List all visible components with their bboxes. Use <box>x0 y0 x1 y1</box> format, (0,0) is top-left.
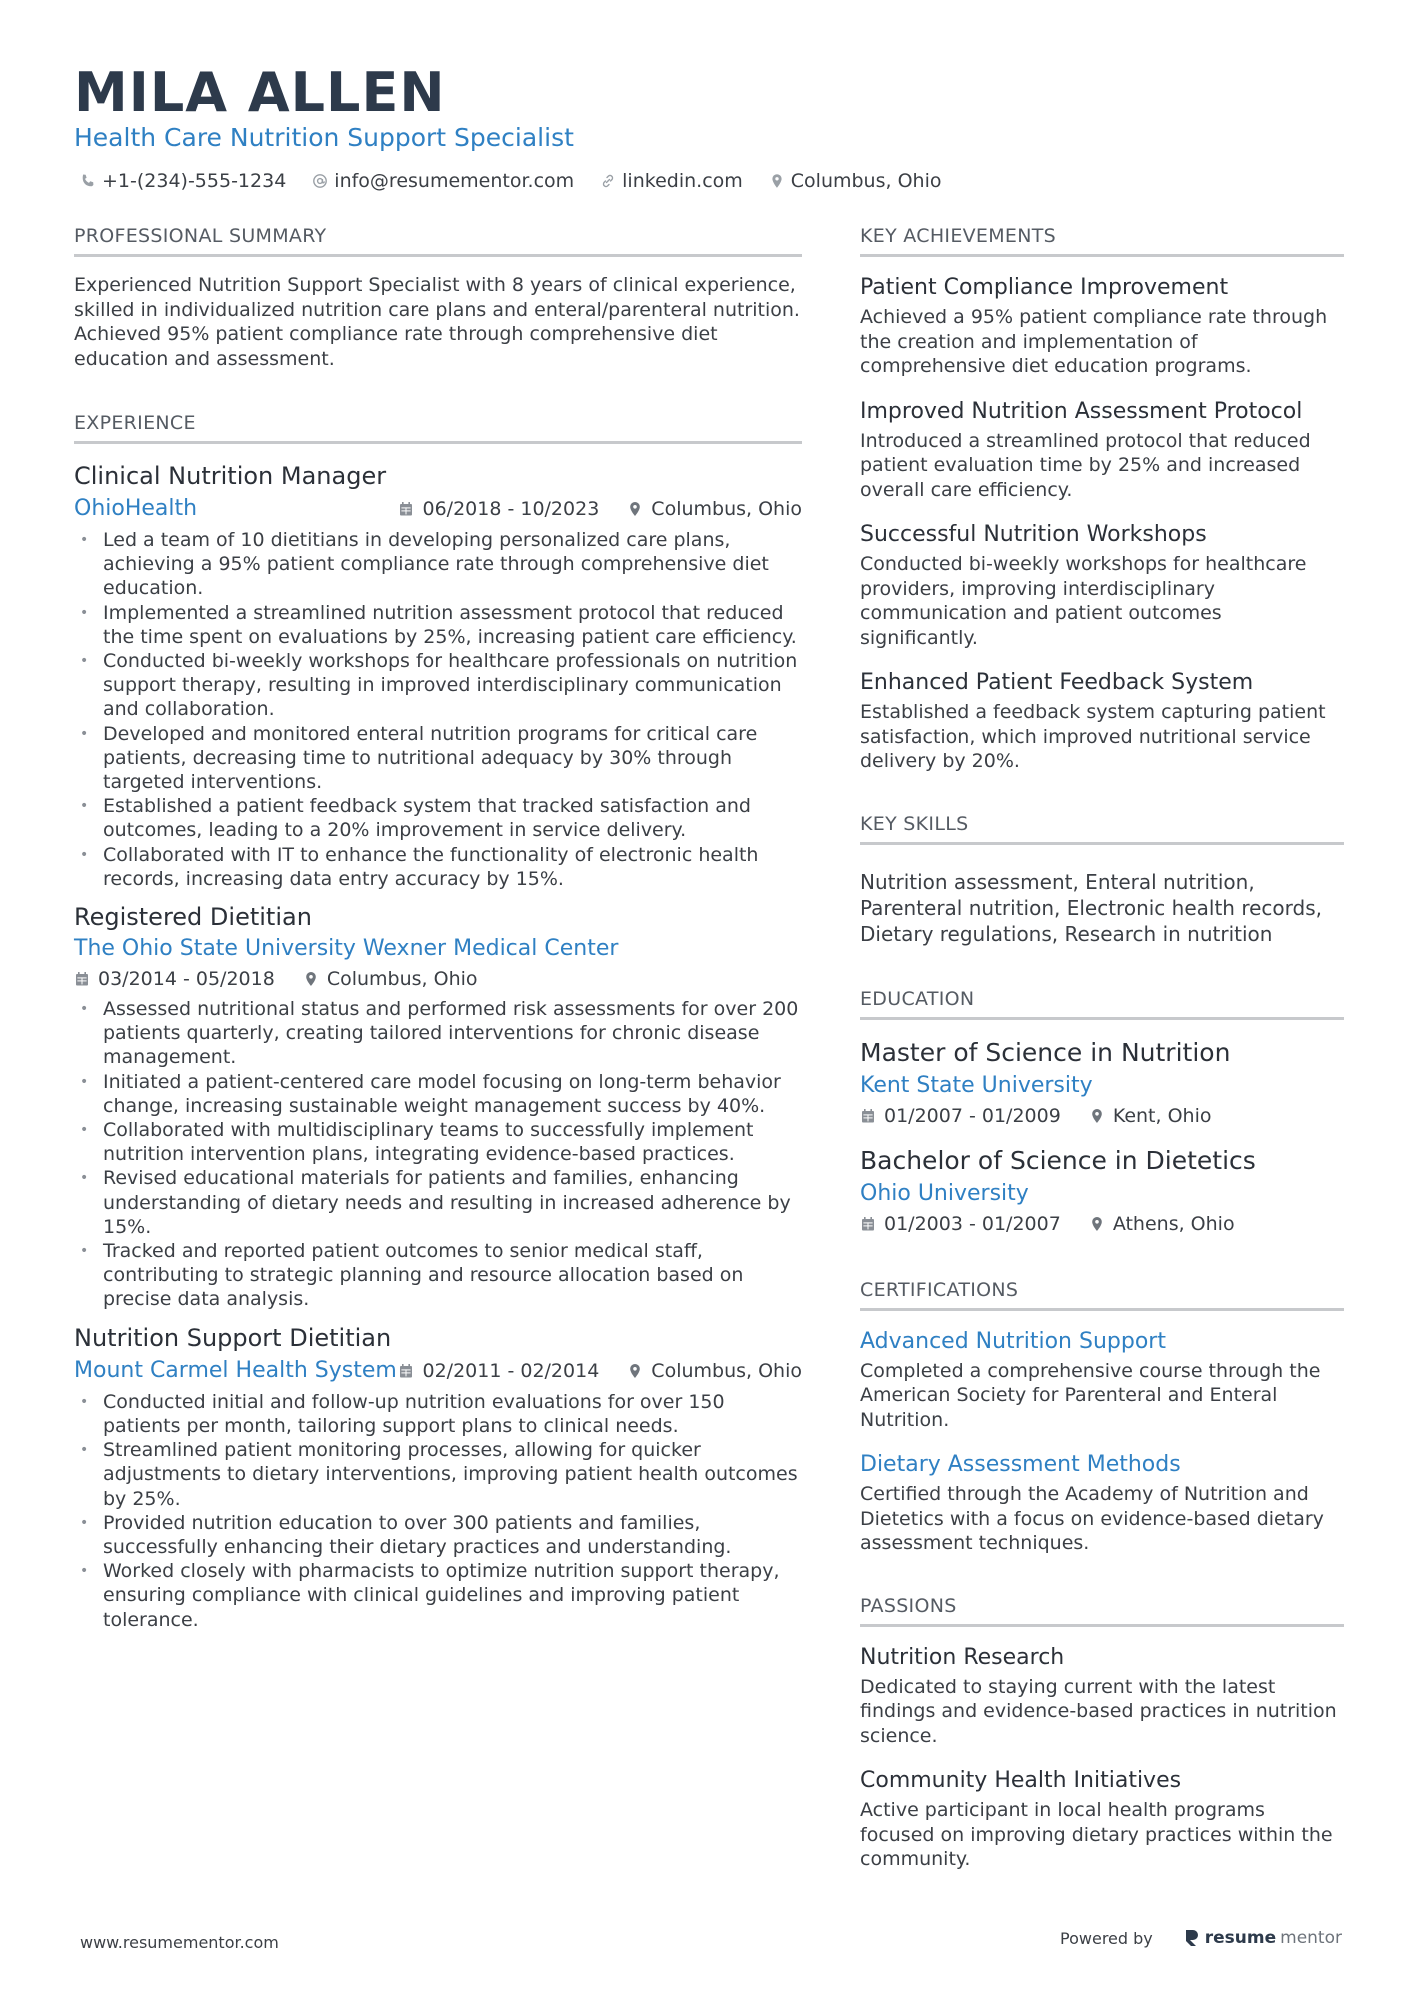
brand-light: mentor <box>1280 1928 1342 1948</box>
achievement-item <box>860 397 1344 503</box>
left-column <box>74 224 802 1632</box>
experience-heading: EXPERIENCE <box>74 411 802 444</box>
job-meta <box>74 1356 802 1386</box>
achievement-item <box>860 668 1344 774</box>
education-school: Ohio University <box>860 1180 1029 1206</box>
skills-text: Nutrition assessment, Enteral nutrition, Parenteral nutrition, Electronic health records, Dietary regulations, Research in nutrition <box>860 869 1322 946</box>
education-dates: 01/2003 - 01/2007 <box>884 1212 1061 1235</box>
map-pin-icon <box>769 173 785 189</box>
brand-bold: resume <box>1204 1928 1277 1948</box>
job-company: The Ohio State University Wexner Medical Center <box>74 936 619 962</box>
email-text[interactable]: info@resumementor.com <box>334 170 575 192</box>
job-location: Columbus, Ohio <box>651 498 802 520</box>
education-school: Kent State University <box>860 1072 1093 1098</box>
passion-title: Community Health Initiatives <box>860 1768 1182 1793</box>
education-meta <box>860 1210 1344 1238</box>
list-item: • Developed and monitored enteral nutrition programs for critical care patients, decreasing time to nutritional adequacy by 30% through targeted interventions. <box>74 722 802 795</box>
job-bullets <box>74 1390 802 1632</box>
job-title: Nutrition Support Dietitian <box>74 1323 392 1352</box>
passion-text: Active participant in local health programs focused on improving dietary practices within the community. <box>860 1799 1333 1870</box>
education-heading: EDUCATION <box>860 987 1344 1020</box>
list-item: • Provided nutrition education to over 300 patients and families, successfully enhancing their dietary practices and understanding. <box>74 1511 802 1559</box>
passion-item <box>860 1766 1344 1872</box>
location-text: Columbus, Ohio <box>790 170 942 192</box>
education-dates: 01/2007 - 01/2009 <box>884 1104 1061 1127</box>
certification-text: Completed a comprehensive course through the American Society for Parenteral and Enteral Nutrition. <box>860 1359 1321 1431</box>
skills-heading: KEY SKILLS <box>860 812 1344 845</box>
job-location: Columbus, Ohio <box>326 968 478 991</box>
map-pin-icon <box>1089 1216 1105 1232</box>
achievement-title: Enhanced Patient Feedback System <box>860 670 1254 695</box>
contact-email[interactable] <box>312 168 574 194</box>
achievement-title: Improved Nutrition Assessment Protocol <box>860 398 1303 424</box>
list-item: • Revised educational materials for patients and families, enhancing understanding of dietary needs and resulting in increased adherence by 15%. <box>74 1166 802 1239</box>
achievements-heading: KEY ACHIEVEMENTS <box>860 224 1344 257</box>
phone-icon <box>80 173 96 189</box>
contact-linkedin[interactable] <box>600 168 743 194</box>
list-item: • Established a patient feedback system that tracked satisfaction and outcomes, leading to a 20% improvement in service delivery. <box>74 794 802 842</box>
achievement-title: Patient Compliance Improvement <box>860 275 1229 300</box>
job-title: Clinical Nutrition Manager <box>74 462 387 490</box>
passion-text: Dedicated to staying current with the latest findings and evidence-based practices in nutrition science. <box>860 1675 1337 1747</box>
job-bullets <box>74 528 802 891</box>
at-icon <box>312 173 328 189</box>
achievement-text: Introduced a streamlined protocol that reduced patient evaluation time by 25% and increased overall care efficiency. <box>860 429 1311 501</box>
list-item: • Led a team of 10 dietitians in developing personalized care plans, achieving a 95% patient compliance rate through comprehensive diet education. <box>74 528 802 601</box>
list-item: • Worked closely with pharmacists to optimize nutrition support therapy, ensuring compliance with clinical guidelines and improving patient tolerance. <box>74 1559 802 1632</box>
education-location: Athens, Ohio <box>1112 1212 1235 1235</box>
certification-item <box>860 1327 1344 1433</box>
certification-title: Dietary Assessment Methods <box>860 1452 1181 1477</box>
certification-text: Certified through the Academy of Nutrition and Dietetics with a focus on evidence-based dietary assessment techniques. <box>860 1483 1324 1554</box>
passions-heading: PASSIONS <box>860 1594 1344 1627</box>
job-title: Registered Dietitian <box>74 903 312 932</box>
job-dates: 03/2014 - 05/2018 <box>98 968 275 991</box>
passion-title: Nutrition Research <box>860 1644 1065 1670</box>
calendar-icon <box>398 501 414 517</box>
summary-text: Experienced Nutrition Support Specialist with 8 years of clinical experience, skilled in individualized nutrition care plans and enteral/parenteral nutrition. Achieved 95% patient compliance rate through comprehensive diet education and assessment. <box>74 274 800 370</box>
calendar-icon <box>860 1108 876 1124</box>
job-dates: 06/2018 - 10/2023 <box>422 498 600 520</box>
achievement-item <box>860 273 1344 379</box>
achievement-text: Established a feedback system capturing patient satisfaction, which improved nutritional service delivery by 20%. <box>860 701 1326 772</box>
certification-item <box>860 1450 1344 1556</box>
certification-title: Advanced Nutrition Support <box>860 1328 1166 1354</box>
map-pin-icon <box>627 501 643 517</box>
achievement-title: Successful Nutrition Workshops <box>860 522 1207 547</box>
map-pin-icon <box>303 971 319 987</box>
education-degree: Master of Science in Nutrition <box>860 1037 1231 1067</box>
education-item <box>860 1144 1344 1238</box>
list-item: • Initiated a patient-centered care model focusing on long-term behavior change, increasing sustainable weight management success by 40%. <box>74 1070 802 1118</box>
job-meta <box>74 965 802 993</box>
job-bullets <box>74 997 802 1312</box>
right-column <box>860 224 1344 1890</box>
summary-heading: PROFESSIONAL SUMMARY <box>74 224 802 257</box>
job-company: OhioHealth <box>74 496 198 521</box>
calendar-icon <box>74 971 90 987</box>
job-entry <box>74 901 802 1312</box>
job-meta <box>74 494 802 524</box>
resumementor-logo-icon <box>1183 1928 1201 1948</box>
link-icon <box>600 173 616 189</box>
list-item: • Collaborated with multidisciplinary teams to successfully implement nutrition intervention plans, integrating evidence-based practices. <box>74 1118 802 1166</box>
certifications-heading: CERTIFICATIONS <box>860 1278 1344 1311</box>
list-item: • Conducted initial and follow-up nutrition evaluations for over 150 patients per month, tailoring support plans to clinical needs. <box>74 1390 802 1438</box>
calendar-icon <box>860 1216 876 1232</box>
resumementor-logo[interactable] <box>1183 1928 1342 1948</box>
education-meta <box>860 1102 1344 1130</box>
calendar-icon <box>398 1363 414 1379</box>
powered-by-text: Powered by <box>1060 1928 1153 1948</box>
phone-text: +1-(234)-555-1234 <box>102 170 287 192</box>
candidate-name: MILA ALLEN <box>74 61 446 124</box>
list-item: • Implemented a streamlined nutrition assessment protocol that reduced the time spent on evaluations by 25%, increasing patient care efficiency. <box>74 601 802 649</box>
list-item: • Streamlined patient monitoring processes, allowing for quicker adjustments to dietary interventions, improving patient health outcomes by 25%. <box>74 1438 802 1511</box>
education-item <box>860 1036 1344 1130</box>
achievement-item <box>860 520 1344 650</box>
list-item: • Assessed nutritional status and performed risk assessments for over 200 patients quarterly, creating tailored interventions for chronic disease management. <box>74 997 802 1070</box>
job-location: Columbus, Ohio <box>651 1359 802 1382</box>
education-degree: Bachelor of Science in Dietetics <box>860 1145 1256 1175</box>
linkedin-text[interactable]: linkedin.com <box>622 170 743 192</box>
job-company: Mount Carmel Health System <box>74 1357 397 1383</box>
job-entry <box>74 1322 802 1632</box>
job-entry <box>74 460 802 891</box>
contact-location <box>769 168 942 194</box>
candidate-title: Health Care Nutrition Support Specialist <box>74 123 574 152</box>
education-location: Kent, Ohio <box>1112 1104 1212 1127</box>
map-pin-icon <box>627 1363 643 1379</box>
footer-website[interactable]: www.resumementor.com <box>80 1933 279 1952</box>
passion-item <box>860 1643 1344 1749</box>
achievement-text: Achieved a 95% patient compliance rate through the creation and implementation of comprehensive diet education programs. <box>860 306 1328 377</box>
map-pin-icon <box>1089 1108 1105 1124</box>
achievement-text: Conducted bi-weekly workshops for healthcare providers, improving interdisciplinary communication and patient outcomes significantly. <box>860 553 1307 649</box>
footer-brand <box>1060 1928 1342 1948</box>
contact-bar <box>80 168 941 194</box>
list-item: • Collaborated with IT to enhance the functionality of electronic health records, increasing data entry accuracy by 15%. <box>74 843 802 891</box>
list-item: • Conducted bi-weekly workshops for healthcare professionals on nutrition support therapy, resulting in improved interdisciplinary communication and collaboration. <box>74 649 802 722</box>
list-item: • Tracked and reported patient outcomes to senior medical staff, contributing to strategic planning and resource allocation based on precise data analysis. <box>74 1239 802 1312</box>
contact-phone <box>80 168 286 194</box>
job-dates: 02/2011 - 02/2014 <box>422 1359 600 1382</box>
